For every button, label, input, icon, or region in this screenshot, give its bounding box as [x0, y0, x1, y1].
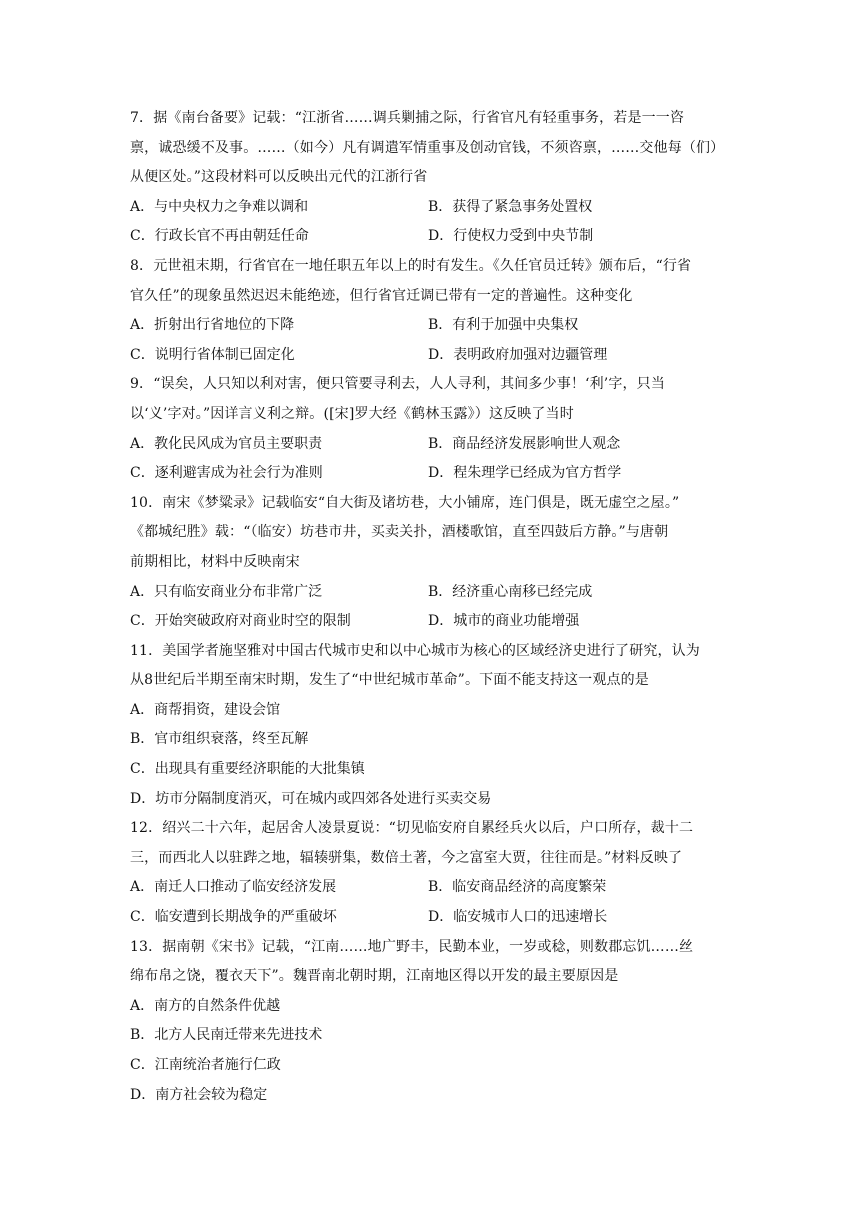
question-stem-line: 从8世纪后半期至南宋时期，发生了“中世纪城市革命”。下面不能支持这一观点的是 [130, 672, 649, 689]
option-d: D．临安城市人口的迅速增长 [428, 909, 608, 926]
option-a: A．只有临安商业分布非常广泛 [130, 583, 323, 600]
question-stem-line: 从便区处。”这段材料可以反映出元代的江浙行省 [130, 169, 428, 186]
option-c: C．说明行省体制已固定化 [130, 346, 295, 363]
option-b: B．获得了紧急事务处置权 [428, 198, 593, 215]
question-stem-line: 12．绍兴二十六年，起居舍人凌景夏说：“切见临安府自累经兵火以后，户口所存，裁十二 [130, 820, 694, 837]
question-9 [130, 370, 730, 488]
option-c: C．逐利避害成为社会行为准则 [130, 465, 323, 482]
question-stem-line: 7．据《南台备要》记载：“江浙省……调兵剿捕之际，行省官凡有轻重事务，若是一一咨 [130, 110, 685, 126]
question-8 [130, 252, 730, 370]
option-d: D．城市的商业功能增强 [428, 613, 580, 630]
question-stem-line: 禀，诚恐缓不及事。……（如今）凡有调遣军情重事及创动官钱，不须咨禀，……交他每（们） [130, 139, 725, 156]
option-b: B．官市组织衰落，终至瓦解 [130, 731, 309, 748]
question-stem-line: 8．元世祖末期，行省官在一地任职五年以上的时有发生。《久任官员迁转》颁布后，“行省 [130, 257, 692, 274]
exam-page [130, 104, 730, 1110]
option-row [130, 903, 730, 933]
option-a: A．南方的自然条件优越 [130, 997, 281, 1014]
option-a: A．与中央权力之争难以调和 [130, 198, 309, 215]
option-row [130, 578, 730, 608]
question-stem-line: 9．“误矣，人只知以利对害，便只管要寻利去，人人寻利，其间多少事！‘利’字，只当 [130, 376, 665, 393]
option-row [130, 222, 730, 252]
question-stem-line: 官久任”的现象虽然迟迟未能绝迹，但行省官迁调已带有一定的普遍性。这种变化 [130, 287, 633, 304]
question-stem-line: 10．南宋《梦粱录》记载临安“自大街及诸坊巷，大小铺席，连门俱是，既无虚空之屋。” [130, 494, 680, 511]
question-stem-line: 三，而西北人以驻跸之地，辐辏骈集，数倍土著，今之富室大贾，往往而是。”材料反映了 [130, 849, 683, 866]
question-stem-line: 13．据南朝《宋书》记载，“江南……地广野丰，民勤本业，一岁或稔，则数郡忘饥……丝 [130, 938, 694, 955]
option-d: D．程朱理学已经成为官方哲学 [428, 465, 622, 482]
question-stem-line: 以‘义’字对。”因详言义利之辩。([宋]罗大经《鹤林玉露》）这反映了当时 [130, 405, 574, 422]
question-10 [130, 489, 730, 637]
option-a: A．折射出行省地位的下降 [130, 317, 295, 334]
option-c: C．江南统治者施行仁政 [130, 1057, 281, 1073]
option-b: B．有利于加强中央集权 [428, 317, 579, 334]
question-stem-line: 前期相比，材料中反映南宋 [130, 553, 300, 570]
option-row [130, 430, 730, 460]
option-c: C．开始突破政府对商业时空的限制 [130, 613, 351, 630]
option-a: A．南迁人口推动了临安经济发展 [130, 879, 337, 896]
question-stem-line: 11．美国学者施坚雅对中国古代城市史和以中心城市为核心的区域经济史进行了研究，认为 [130, 642, 700, 659]
option-d: D．坊市分隔制度消灭，可在城内或四郊各处进行买卖交易 [130, 790, 492, 807]
option-d: D．南方社会较为稳定 [130, 1086, 268, 1103]
question-7 [130, 104, 730, 252]
option-c: C．出现具有重要经济职能的大批集镇 [130, 761, 365, 778]
option-d: D．表明政府加强对边疆管理 [428, 346, 608, 363]
question-13 [130, 933, 730, 1111]
option-c: C．行政长官不再由朝廷任命 [130, 228, 309, 245]
option-a: A．商帮捐资，建设会馆 [130, 701, 281, 718]
question-12 [130, 814, 730, 932]
option-row [130, 459, 730, 489]
option-row [130, 193, 730, 223]
option-row [130, 873, 730, 903]
question-stem-line: 绵布帛之饶，覆衣天下”。魏晋南北朝时期，江南地区得以开发的最主要原因是 [130, 968, 619, 985]
question-stem-line: 《都城纪胜》载：“（临安）坊巷市井，买卖关扑，酒楼歌馆，直至四鼓后方静。”与唐朝 [130, 524, 669, 541]
option-d: D．行使权力受到中央节制 [428, 228, 594, 245]
option-row [130, 341, 730, 371]
option-row [130, 607, 730, 637]
option-row [130, 311, 730, 341]
question-11 [130, 637, 730, 815]
option-b: B．商品经济发展影响世人观念 [428, 435, 621, 452]
option-b: B．北方人民南迁带来先进技术 [130, 1027, 323, 1044]
option-b: B．经济重心南移已经完成 [428, 583, 593, 600]
option-b: B．临安商品经济的高度繁荣 [428, 879, 607, 896]
option-c: C．临安遭到长期战争的严重破坏 [130, 909, 337, 926]
option-a: A．教化民风成为官员主要职责 [130, 435, 323, 452]
